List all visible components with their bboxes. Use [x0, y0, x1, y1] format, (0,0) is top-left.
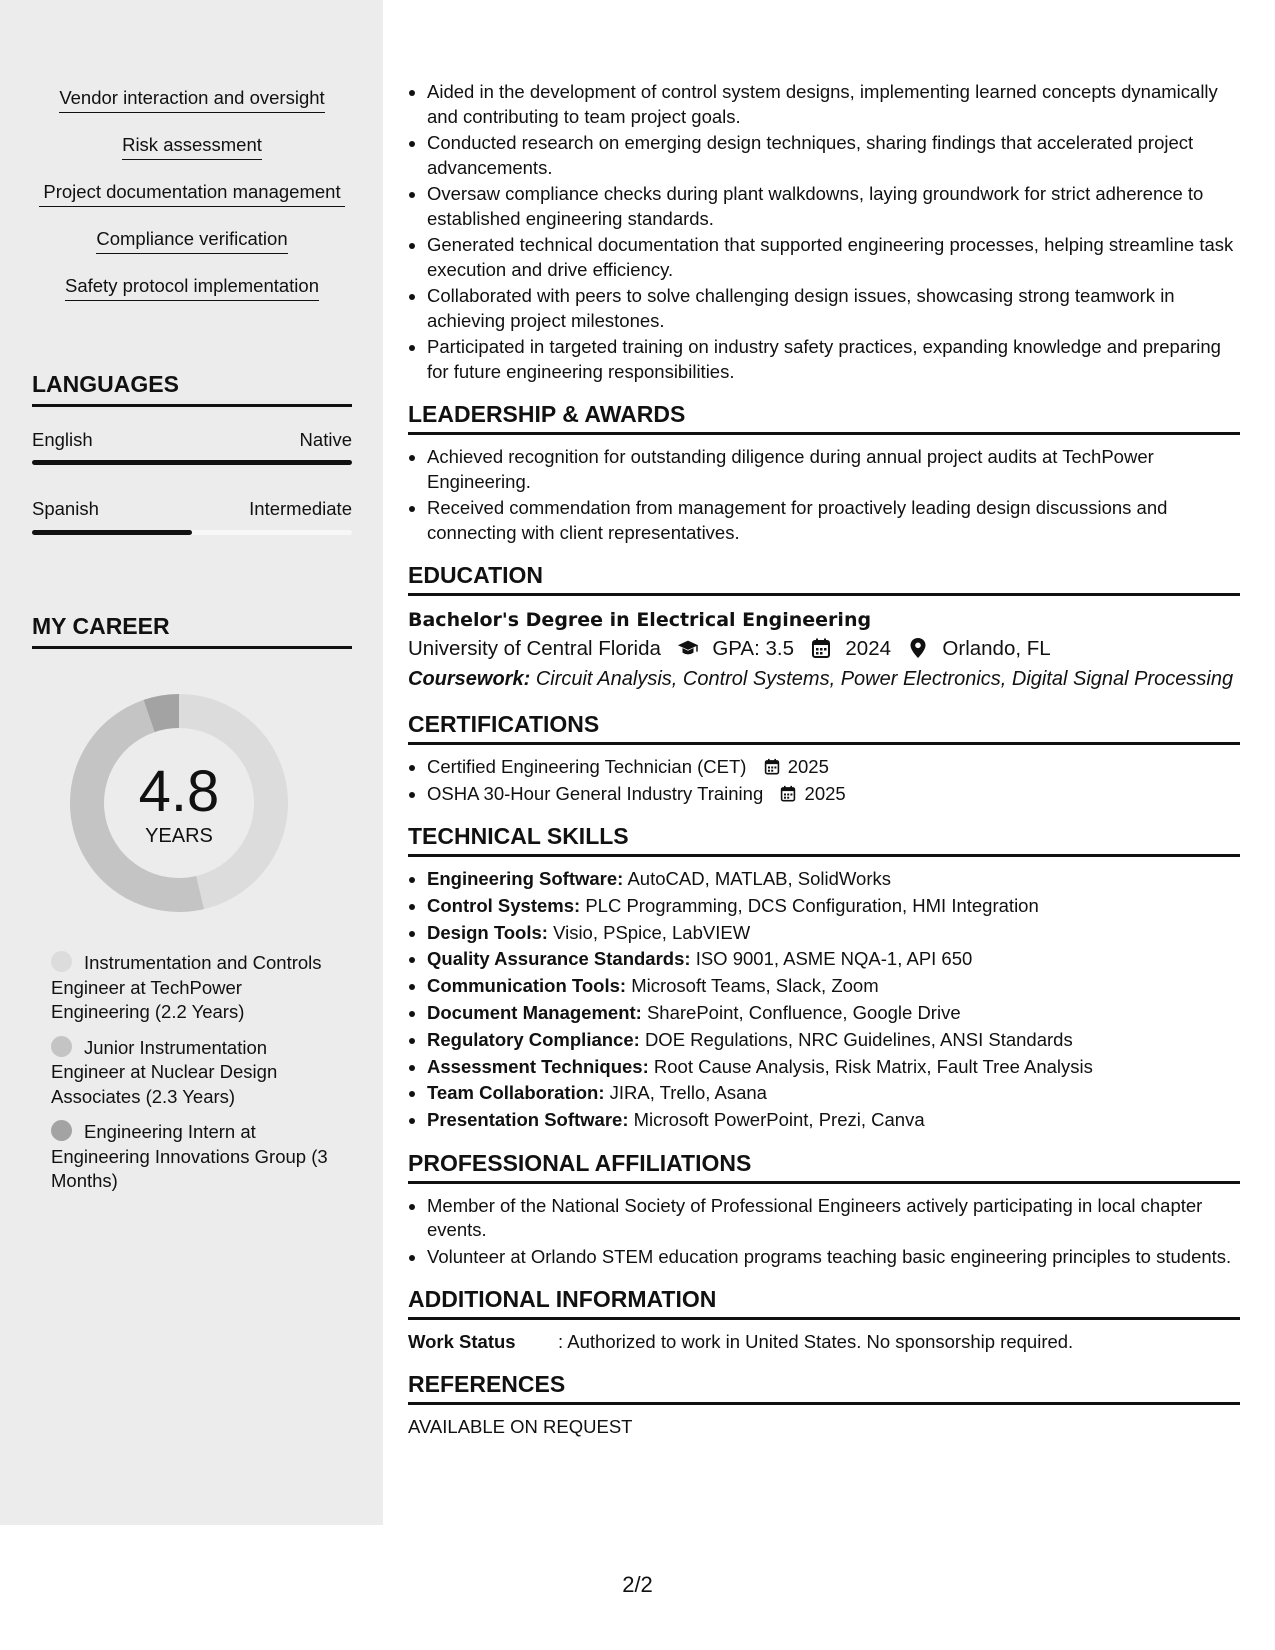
technical-skill-item — [427, 1108, 1240, 1133]
education-details — [408, 634, 1240, 664]
experience-bullet: • Conducted research on emerging design techniques, sharing findings that accelerated project advancements. — [427, 131, 1240, 180]
additional-info-heading: ADDITIONAL INFORMATION — [408, 1285, 1240, 1320]
technical-skill-value: Visio, PSpice, LabVIEW — [553, 921, 751, 943]
technical-skill-item — [427, 894, 1240, 919]
technical-skill-item — [427, 1081, 1240, 1106]
technical-skills-heading: TECHNICAL SKILLS — [408, 822, 1240, 857]
career-heading: MY CAREER — [32, 612, 352, 649]
degree-title: Bachelor's Degree in Electrical Engineering — [408, 609, 872, 631]
coursework-list: Circuit Analysis, Control Systems, Power Electronics, Digital Signal Processing — [535, 668, 1234, 690]
technical-skill-item — [427, 867, 1240, 892]
language-level: Intermediate — [249, 498, 352, 519]
work-status-row — [408, 1330, 1240, 1354]
skill-item: Compliance verification — [96, 227, 287, 254]
certification-year: 2025 — [787, 756, 829, 777]
language-bar-fill — [32, 460, 352, 465]
technical-skill-value: JIRA, Trello, Asana — [609, 1082, 767, 1104]
career-item-text: Junior Instrumentation Engineer at Nuclear Design Associates (2.3 Years) — [51, 1036, 278, 1107]
language-level: Native — [299, 429, 352, 450]
sidebar — [0, 0, 383, 1525]
technical-skill-item — [427, 921, 1240, 946]
legend-dot — [51, 1036, 72, 1057]
career-item — [51, 1120, 331, 1194]
technical-skill-label: Quality Assurance Standards: — [427, 948, 691, 970]
technical-skill-item — [427, 974, 1240, 999]
skill-item: Risk assessment — [122, 133, 262, 160]
technical-skill-item — [427, 1028, 1240, 1053]
language-name: English — [32, 429, 93, 450]
work-status-value: : Authorized to work in United States. No sponsorship required. — [558, 1331, 1074, 1353]
certification-name: OSHA 30-Hour General Industry Training — [427, 782, 764, 804]
calendar-icon — [810, 638, 832, 658]
experience-bullet: • Participated in targeted training on industry safety practices, expanding knowledge and preparing for future engineering responsibilities. — [427, 335, 1240, 384]
certification-year: 2025 — [804, 782, 846, 804]
career-item — [51, 1036, 331, 1110]
skill-item: Vendor interaction and oversight — [59, 86, 324, 113]
certification-name: Certified Engineering Technician (CET) — [427, 756, 747, 777]
language-row — [32, 428, 352, 452]
affiliations-heading: PROFESSIONAL AFFILIATIONS — [408, 1149, 1240, 1184]
calendar-icon — [780, 785, 796, 802]
technical-skill-value: ISO 9001, ASME NQA-1, API 650 — [695, 948, 973, 970]
technical-skill-value: SharePoint, Confluence, Google Drive — [646, 1001, 961, 1023]
page-number: 2/2 — [622, 1572, 653, 1597]
technical-skill-value: Root Cause Analysis, Risk Matrix, Fault Tree Analysis — [653, 1055, 1093, 1077]
legend-dot — [51, 1120, 72, 1141]
affiliation-item: • Volunteer at Orlando STEM education programs teaching basic engineering principles to students. — [427, 1245, 1240, 1270]
career-total-years: 4.8 — [138, 759, 220, 824]
experience-bullets — [408, 80, 1240, 384]
technical-skill-label: Communication Tools: — [427, 975, 627, 997]
technical-skill-value: AutoCAD, MATLAB, SolidWorks — [627, 868, 891, 889]
technical-skill-item — [427, 1055, 1240, 1080]
calendar-icon — [764, 758, 780, 775]
language-bar — [32, 460, 352, 465]
references-heading: REFERENCES — [408, 1370, 1240, 1405]
technical-skill-label: Assessment Techniques: — [427, 1055, 649, 1077]
technical-skill-label: Control Systems: — [427, 894, 581, 916]
technical-skill-label: Presentation Software: — [427, 1109, 629, 1131]
technical-skill-label: Document Management: — [427, 1001, 642, 1023]
language-bar-fill — [32, 530, 192, 535]
career-legend — [51, 951, 331, 1205]
technical-skill-value: DOE Regulations, NRC Guidelines, ANSI Standards — [644, 1028, 1073, 1050]
graduation-year: 2024 — [845, 637, 892, 660]
graduation-cap-icon — [677, 638, 699, 658]
career-item-text: Engineering Intern at Engineering Innovations Group (3 Months) — [51, 1121, 328, 1191]
experience-bullet: • Generated technical documentation that supported engineering processes, helping streamline task execution and drive efficiency. — [427, 233, 1240, 282]
leadership-item: • Received commendation from management for proactively leading design discussions and connecting with client representatives. — [427, 496, 1240, 545]
certifications-list — [408, 755, 1240, 806]
language-row — [32, 497, 352, 521]
technical-skills-list — [408, 867, 1240, 1133]
certification-item — [427, 755, 1240, 780]
work-status-label: Work Status — [408, 1331, 516, 1353]
technical-skill-label: Regulatory Compliance: — [427, 1028, 640, 1050]
gpa: GPA: 3.5 — [712, 637, 794, 660]
leadership-heading: LEADERSHIP & AWARDS — [408, 400, 1240, 435]
technical-skill-label: Engineering Software: — [427, 868, 624, 889]
school-name: University of Central Florida — [408, 637, 661, 660]
language-bar — [32, 530, 352, 535]
technical-skill-value: Microsoft PowerPoint, Prezi, Canva — [633, 1109, 925, 1131]
technical-skill-item — [427, 1001, 1240, 1026]
technical-skill-label: Team Collaboration: — [427, 1082, 605, 1104]
technical-skill-value: PLC Programming, DCS Configuration, HMI Integration — [585, 894, 1039, 916]
certification-item — [427, 782, 1240, 807]
experience-bullet: • Aided in the development of control system designs, implementing learned concepts dynamically and contributing to team project goals. — [427, 80, 1240, 129]
career-item — [51, 951, 331, 1025]
skill-item: Safety protocol implementation — [65, 274, 319, 301]
affiliation-item: • Member of the National Society of Professional Engineers actively participating in local chapter events. — [427, 1194, 1240, 1243]
technical-skill-item — [427, 947, 1240, 972]
main-content — [408, 80, 1240, 1439]
language-name: Spanish — [32, 498, 99, 519]
education-heading: EDUCATION — [408, 561, 1240, 596]
education-location: Orlando, FL — [942, 637, 1051, 660]
coursework-label: Coursework: — [408, 668, 531, 690]
leadership-list — [408, 445, 1240, 545]
location-pin-icon — [907, 638, 929, 658]
career-years-label: YEARS — [145, 825, 213, 847]
legend-dot — [51, 951, 72, 972]
references-text: AVAILABLE ON REQUEST — [408, 1416, 633, 1438]
certifications-heading: CERTIFICATIONS — [408, 710, 1240, 745]
career-item-text: Instrumentation and Controls Engineer at TechPower Engineering (2.2 Years) — [51, 952, 322, 1022]
affiliations-list — [408, 1194, 1240, 1270]
experience-bullet: • Oversaw compliance checks during plant walkdowns, laying groundwork for strict adherence to established engineering standards. — [427, 182, 1240, 231]
skill-item: Project documentation management — [39, 180, 345, 207]
leadership-item: • Achieved recognition for outstanding diligence during annual project audits at TechPower Engineering. — [427, 445, 1240, 494]
coursework — [408, 664, 1240, 694]
technical-skill-label: Design Tools: — [427, 921, 548, 943]
languages-heading: LANGUAGES — [32, 370, 352, 407]
technical-skill-value: Microsoft Teams, Slack, Zoom — [631, 975, 879, 997]
skills-list — [32, 86, 352, 321]
experience-bullet: • Collaborated with peers to solve challenging design issues, showcasing strong teamwork in achieving project milestones. — [427, 284, 1240, 333]
